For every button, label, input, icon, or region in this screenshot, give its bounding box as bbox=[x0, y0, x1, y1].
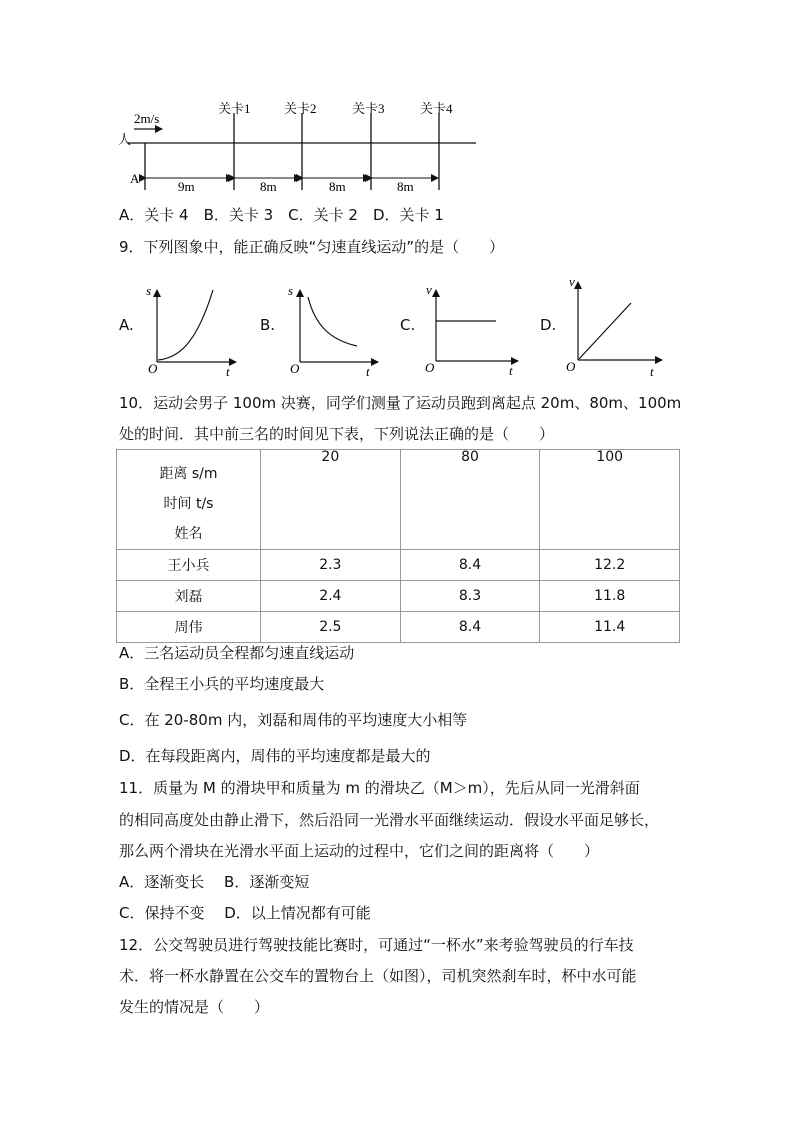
graph-b-ylabel: s bbox=[288, 283, 294, 298]
graph-b-xlabel: t bbox=[366, 364, 370, 378]
segment-1-label: 9m bbox=[178, 179, 195, 194]
graph-c-origin: O bbox=[425, 360, 435, 375]
time-cell: 8.3 bbox=[400, 581, 540, 612]
time-cell: 12.2 bbox=[540, 550, 680, 581]
checkpoint-diagram bbox=[110, 98, 490, 198]
q12-line-1: 12．公交驾驶员进行驾驶技能比赛时，可通过“一杯水”来考验驾驶员的行车技 bbox=[119, 936, 634, 954]
graph-b-origin: O bbox=[290, 361, 300, 376]
table-row bbox=[117, 581, 680, 612]
time-cell: 2.4 bbox=[261, 581, 401, 612]
segment-3-label: 8m bbox=[329, 179, 346, 194]
speed-label: 2m/s bbox=[134, 111, 160, 126]
graph-d-origin: O bbox=[566, 359, 576, 374]
q9-option-b-letter: B. bbox=[260, 316, 276, 334]
results-table bbox=[116, 449, 680, 643]
q10-option-d: D．在每段距离内，周伟的平均速度都是最大的 bbox=[119, 747, 431, 765]
person-label: 人 bbox=[118, 132, 132, 147]
distance-100: 100 bbox=[540, 450, 680, 550]
segment-4-label: 8m bbox=[397, 179, 414, 194]
q11-options-ab: A．逐渐变长 B．逐渐变短 bbox=[119, 873, 310, 891]
header-name-label: 姓名 bbox=[174, 526, 203, 542]
runner-name: 周伟 bbox=[117, 612, 261, 643]
runner-name: 刘磊 bbox=[117, 581, 261, 612]
table-row bbox=[117, 550, 680, 581]
start-label: A bbox=[130, 171, 140, 186]
distance-80: 80 bbox=[400, 450, 540, 550]
time-cell: 2.5 bbox=[261, 612, 401, 643]
q10-option-a: A．三名运动员全程都匀速直线运动 bbox=[119, 644, 355, 662]
q9-option-d-letter: D. bbox=[540, 316, 557, 334]
q10-stem-line-1: 10．运动会男子 100m 决赛，同学们测量了运动员跑到离起点 20m、80m、100m bbox=[119, 394, 682, 412]
gate-3-label: 关卡3 bbox=[352, 101, 385, 116]
graph-d-v-t-line bbox=[560, 270, 670, 378]
header-time-label: 时间 t/s bbox=[163, 496, 214, 512]
graph-d-xlabel: t bbox=[650, 364, 654, 378]
q12-line-2: 术．将一杯水静置在公交车的置物台上（如图），司机突然刹车时，杯中水可能 bbox=[119, 967, 637, 985]
q8-options: A．关卡 4 B．关卡 3 C．关卡 2 D．关卡 1 bbox=[119, 206, 444, 224]
segment-2-label: 8m bbox=[260, 179, 277, 194]
q10-option-b: B．全程王小兵的平均速度最大 bbox=[119, 675, 325, 693]
graph-a-s-t-curve bbox=[140, 278, 240, 378]
table-header-cell bbox=[117, 450, 261, 550]
q10-stem-line-2: 处的时间．其中前三名的时间见下表，下列说法正确的是（ ） bbox=[119, 425, 555, 443]
runner-name: 王小兵 bbox=[117, 550, 261, 581]
q11-line-3: 那么两个滑块在光滑水平面上运动的过程中，它们之间的距离将（ ） bbox=[119, 842, 600, 860]
header-distance-label: 距离 s/m bbox=[159, 466, 218, 482]
q9-option-a-letter: A. bbox=[119, 316, 134, 334]
q9-option-c-letter: C. bbox=[400, 316, 416, 334]
q9-stem: 9．下列图象中，能正确反映“匀速直线运动”的是（ ） bbox=[119, 238, 505, 256]
q12-line-3: 发生的情况是（ ） bbox=[119, 998, 270, 1016]
table-row bbox=[117, 612, 680, 643]
graph-a-ylabel: s bbox=[146, 283, 152, 298]
graph-a-xlabel: t bbox=[226, 364, 230, 378]
q10-option-c: C．在 20-80m 内，刘磊和周伟的平均速度大小相等 bbox=[119, 711, 468, 729]
q11-line-2: 的相同高度处由静止滑下，然后沿同一光滑水平面继续运动．假设水平面足够长， bbox=[119, 811, 660, 829]
graph-c-ylabel: v bbox=[426, 282, 432, 297]
graph-c-v-t-line bbox=[420, 278, 530, 378]
gate-4-label: 关卡4 bbox=[420, 101, 453, 116]
gate-2-label: 关卡2 bbox=[284, 101, 317, 116]
graph-c-xlabel: t bbox=[509, 363, 513, 378]
graph-d-ylabel: v bbox=[569, 274, 575, 289]
time-cell: 2.3 bbox=[261, 550, 401, 581]
graph-a-origin: O bbox=[148, 361, 158, 376]
time-cell: 11.4 bbox=[540, 612, 680, 643]
graph-b-s-t-curve bbox=[280, 278, 380, 378]
distance-20: 20 bbox=[261, 450, 401, 550]
table-header-row bbox=[117, 450, 680, 550]
time-cell: 11.8 bbox=[540, 581, 680, 612]
q11-line-1: 11．质量为 M 的滑块甲和质量为 m 的滑块乙（M＞m），先后从同一光滑斜面 bbox=[119, 779, 640, 797]
time-cell: 8.4 bbox=[400, 612, 540, 643]
gate-1-label: 关卡1 bbox=[218, 101, 251, 116]
time-cell: 8.4 bbox=[400, 550, 540, 581]
q11-options-cd: C．保持不变 D．以上情况都有可能 bbox=[119, 904, 371, 922]
